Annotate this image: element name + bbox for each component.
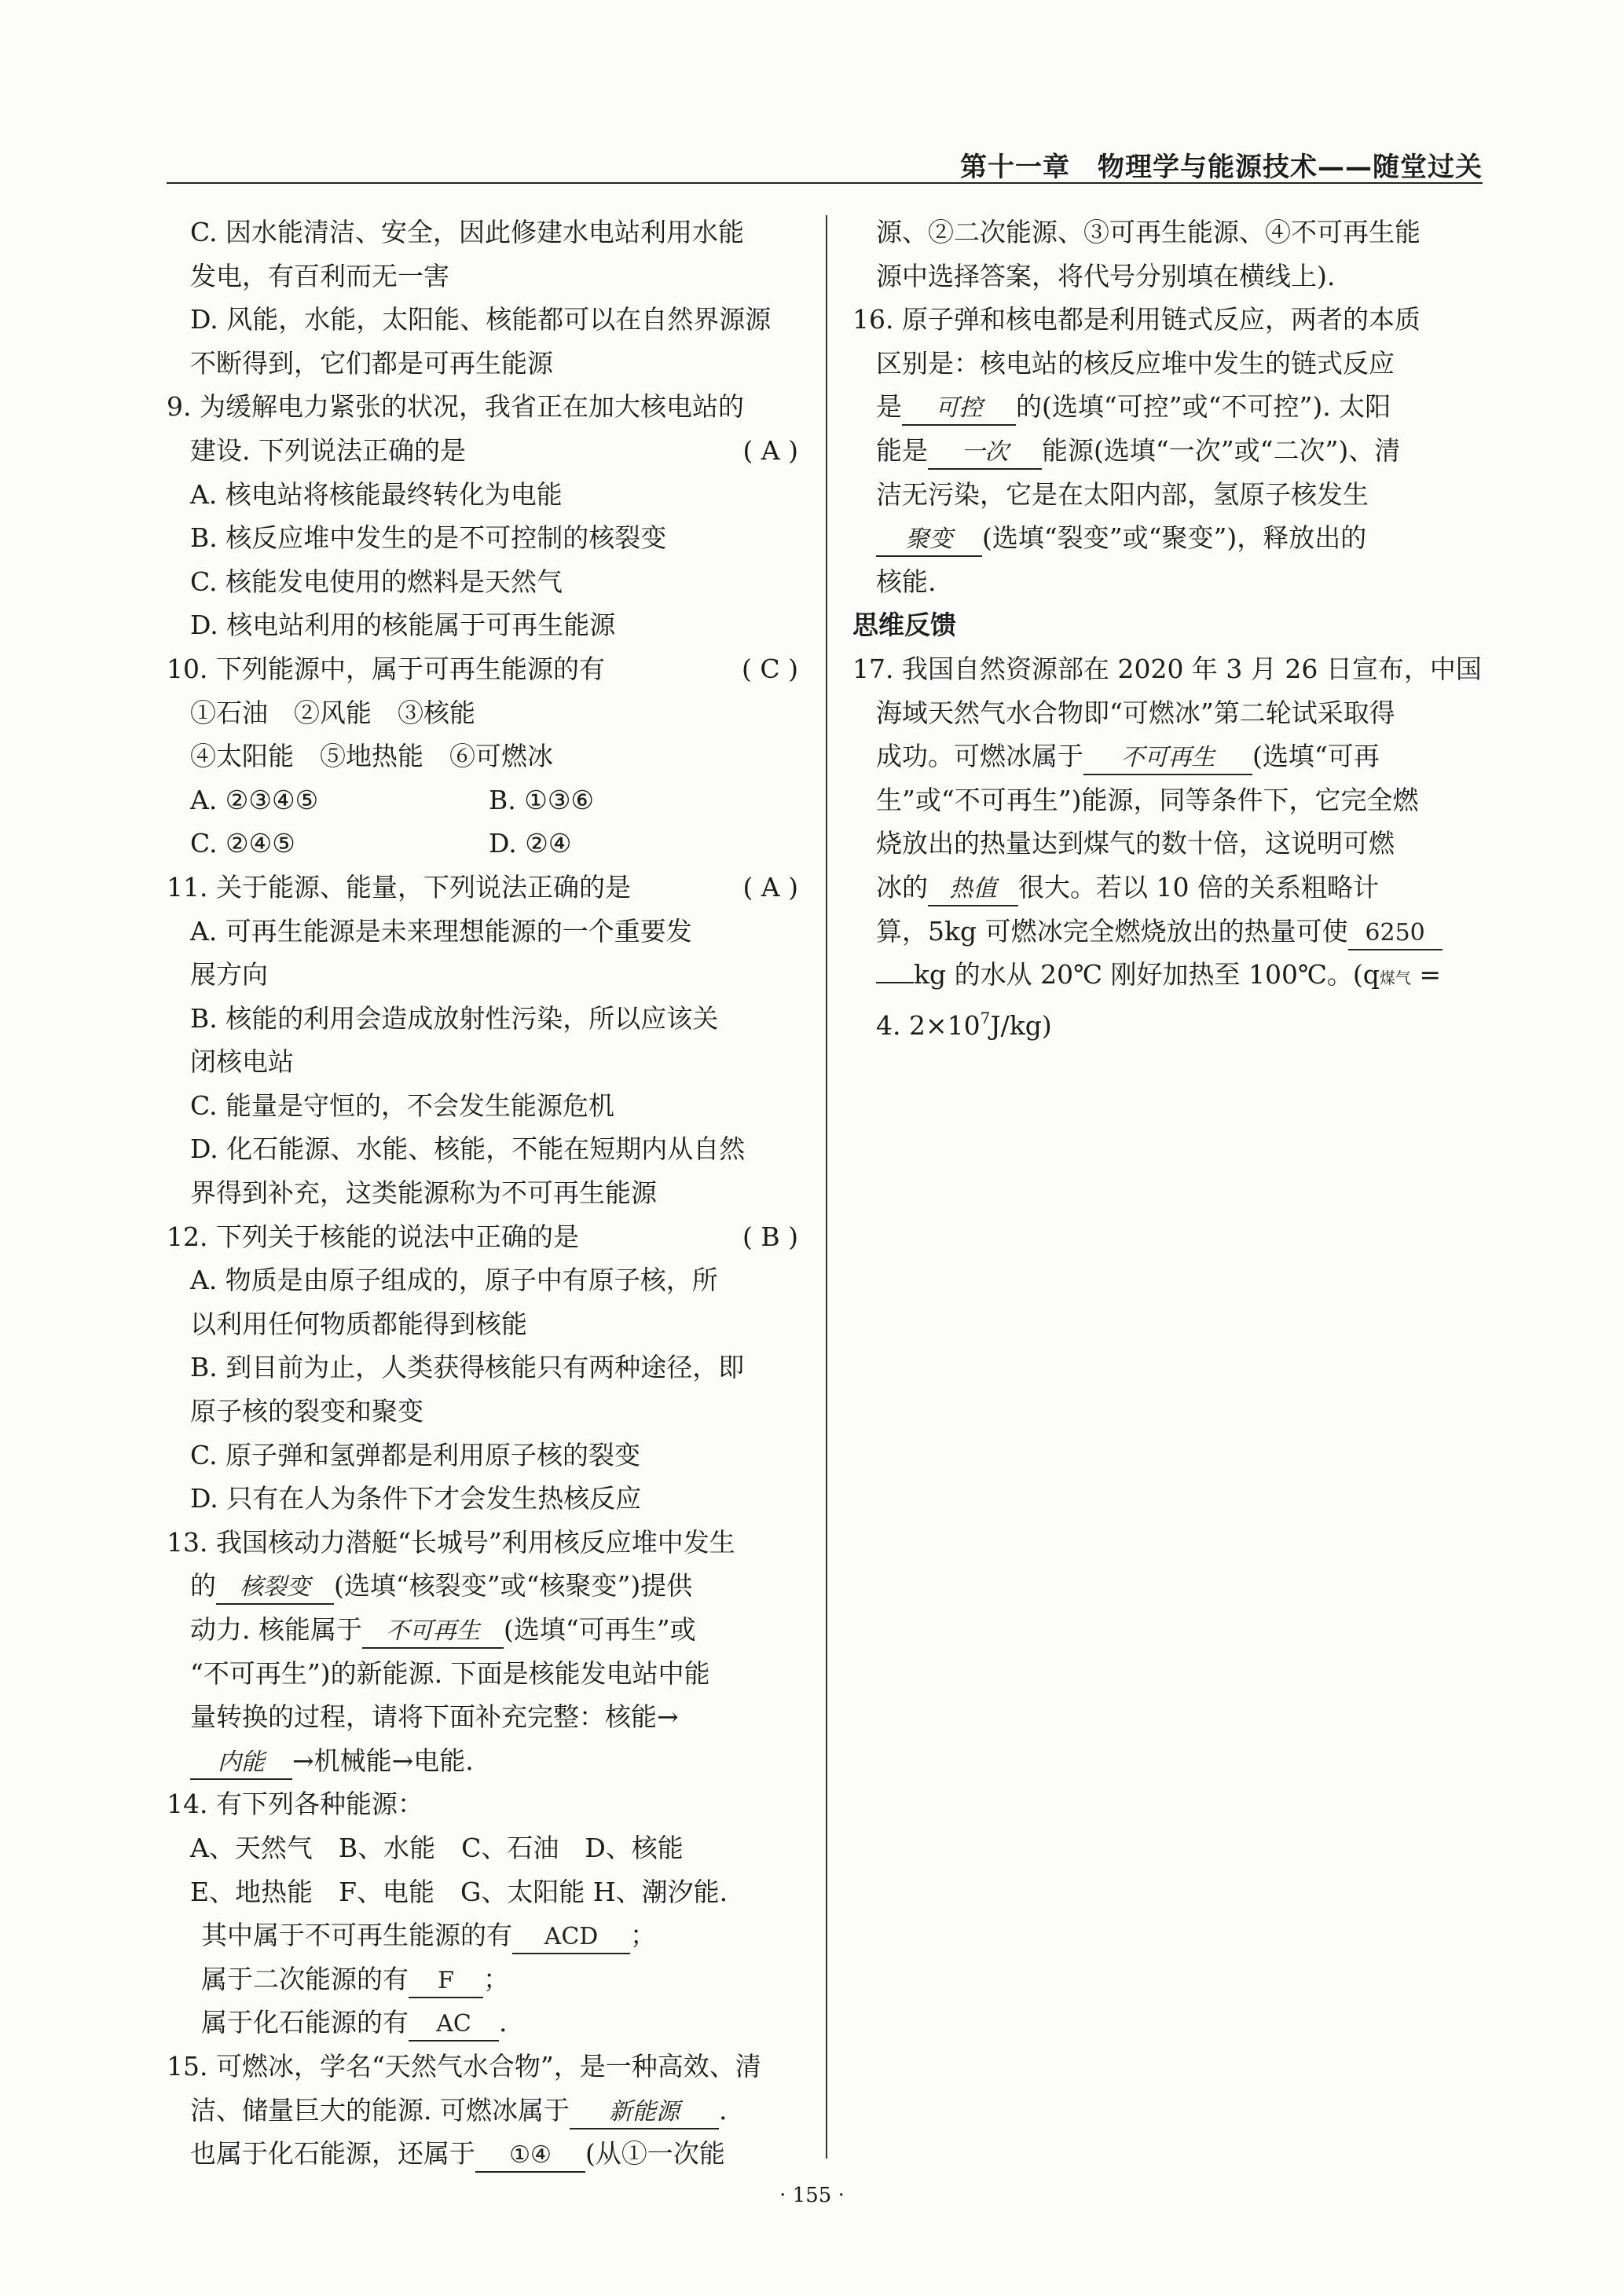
question-stem-line-1: 15. 可燃冰，学名“天然气水合物”，是一种高效、清: [167, 2050, 761, 2082]
stem-text: 的: [190, 1570, 216, 1602]
section-title: 思维反馈: [852, 610, 956, 641]
question-stem: [167, 647, 801, 691]
option-d-line-2: 界得到补充，这类能源称为不可再生能源: [190, 1177, 657, 1209]
chapter-title: 第十一章 物理学与能源技术——随堂过关: [960, 152, 1483, 183]
stem-text: 能是: [876, 434, 928, 466]
stem-text: 很大。若以 10 倍的关系粗略计: [1018, 871, 1379, 903]
option-b-line-2: 闭核电站: [190, 1046, 294, 1078]
secondary-energy-line: [167, 1957, 801, 2001]
question-stem-line-6: [167, 1739, 801, 1783]
question-stem-text: 11. 关于能源、能量，下列说法正确的是: [167, 871, 631, 903]
stem-text: 冰的: [876, 871, 928, 903]
equals-sign: =: [1410, 959, 1442, 991]
question-11: [167, 866, 801, 1215]
answer-choice: ( B ): [742, 1221, 798, 1252]
answer-choice: ( A ): [742, 871, 798, 903]
question-stem-line-9: [852, 997, 1485, 1041]
option-c-line-1: C. 因水能清洁、安全，因此修建水电站利用水能: [190, 217, 745, 247]
answer-blank-fossil: AC: [409, 2009, 499, 2041]
answer-blank-controllable: 可控: [902, 393, 1016, 426]
stem-text: 4. 2×10: [876, 1009, 981, 1041]
page-header: [0, 0, 1624, 189]
stem-text: 其中属于不可再生能源的有: [201, 1920, 512, 1951]
question-stem-line-2: [167, 2089, 801, 2133]
stem-text: J/kg): [990, 1009, 1052, 1041]
option-c: C. ②④⑤: [190, 828, 295, 859]
question-stem-line-5: 洁无污染，它是在太阳内部，氢原子核发生: [876, 478, 1369, 510]
question-stem-line-2: [167, 1564, 801, 1608]
question-10: [167, 647, 801, 866]
question-stem-line-6: [852, 516, 1485, 560]
question-17: [852, 647, 1485, 1040]
stem-text: 也属于化石能源，还属于: [190, 2138, 475, 2170]
option-row-ab: [167, 778, 801, 822]
question-stem-line-3: [852, 734, 1485, 778]
answer-blank-water-mass: 6250: [1348, 917, 1443, 950]
answer-choice: ( A ): [742, 434, 798, 466]
question-stem-line-4: 生”或“不可再生”)能源，同等条件下，它完全燃: [876, 784, 1419, 815]
exponent: 7: [980, 1008, 991, 1027]
stem-text: (选填“可再生”或: [503, 1614, 696, 1645]
punctuation: .: [499, 2007, 508, 2038]
option-c-line-2: 发电，有百利而无一害: [190, 260, 449, 291]
question-stem-line-1: 9. 为缓解电力紧张的状况，我省正在加大核电站的: [167, 391, 744, 423]
stem-text: →机械能→电能.: [292, 1745, 474, 1776]
question-13: [167, 1521, 801, 1783]
option-a: A. 核电站将核能最终转化为电能: [190, 478, 563, 510]
answer-blank-fusion: 聚变: [876, 524, 982, 557]
option-c: C. 核能发电使用的燃料是天然气: [190, 566, 563, 597]
question-stem-line-7: 核能.: [876, 566, 937, 597]
question-stem-line-3: [167, 1608, 801, 1652]
question-stem-line-5: 烧放出的热量达到煤气的数十倍，这说明可燃: [876, 828, 1395, 859]
nonrenewable-line: [167, 1913, 801, 1957]
option-a-line-2: 展方向: [190, 959, 268, 991]
question-14: [167, 1782, 801, 2045]
answer-blank-nonrenewable: 不可再生: [362, 1616, 504, 1649]
stem-text: 是: [876, 391, 902, 423]
question-stem-line-2: [167, 429, 801, 473]
stem-text: 能源(选填“一次”或“二次”)、清: [1042, 434, 1401, 466]
question-stem-line-1: 13. 我国核动力潜艇“长城号”利用核反应堆中发生: [167, 1526, 735, 1558]
stem-text: 的(选填“可控”或“不可控”). 太阳: [1016, 391, 1391, 423]
option-b: B. 核反应堆中发生的是不可控制的核裂变: [190, 522, 667, 554]
stem-text: (选填“核裂变”或“核聚变”)提供: [334, 1570, 693, 1602]
punctuation: .: [718, 2094, 728, 2126]
answer-choice: ( C ): [742, 653, 798, 684]
punctuation: ；: [483, 1963, 509, 1994]
item-list-line-1: ①石油 ②风能 ③核能: [190, 697, 475, 728]
fossil-energy-line: [167, 2001, 801, 2045]
option-a-line-1: A. 物质是由原子组成的，原子中有原子核，所: [190, 1265, 718, 1296]
question-stem-line-7: [852, 910, 1485, 954]
option-b-line-1: B. 核能的利用会造成放射性污染，所以应该关: [190, 1002, 719, 1034]
option-a-line-2: 以利用任何物质都能得到核能: [190, 1308, 527, 1339]
question-9: [167, 385, 801, 647]
page-number: · 155 ·: [779, 2184, 845, 2207]
answer-blank-nonrenewable: ACD: [512, 1921, 630, 1954]
left-column: [167, 211, 801, 2176]
question-stem-line-4: [852, 429, 1485, 473]
question-stem-line-4: “不可再生”)的新能源. 下面是核能发电站中能: [190, 1657, 710, 1689]
answer-blank-secondary: F: [409, 1965, 483, 1998]
answer-blank-nonrenewable: 不可再生: [1083, 742, 1252, 775]
answer-blank-heat-value: 热值: [928, 873, 1018, 906]
energy-list-line-2: E、地热能 F、电能 G、太阳能 H、潮汐能.: [190, 1876, 728, 1907]
question-stem: [167, 1215, 801, 1259]
stem-text: (从①一次能: [585, 2138, 725, 2170]
question-stem-line-2: 海域天然气水合物即“可燃冰”第二轮试采取得: [876, 697, 1395, 728]
question-12: [167, 1215, 801, 1521]
question-stem-text: 12. 下列关于核能的说法中正确的是: [167, 1221, 579, 1252]
option-d: D. ②④: [489, 828, 572, 859]
stem-text: (选填“可再: [1252, 741, 1380, 772]
column-divider: [826, 215, 827, 2159]
question-stem-line-5: 量转换的过程，请将下面补充完整：核能→: [190, 1701, 679, 1733]
question-15-line-5: 源中选择答案，将代号分别填在横线上).: [876, 260, 1336, 291]
option-b-line-1: B. 到目前为止，人类获得核能只有两种途径，即: [190, 1352, 745, 1383]
question-stem-line-1: 17. 我国自然资源部在 2020 年 3 月 26 日宣布，中国: [852, 653, 1482, 684]
stem-text: 算，5kg 可燃冰完全燃烧放出的热量可使: [876, 915, 1348, 947]
right-column: [852, 211, 1485, 1040]
item-list-line-2: ④太阳能 ⑤地热能 ⑥可燃冰: [190, 741, 553, 772]
answer-blank-continuation: [876, 982, 914, 983]
answer-blank-new-energy: 新能源: [570, 2096, 719, 2129]
question-8-continued: [167, 211, 801, 385]
subscript-gas: 煤气: [1379, 969, 1411, 988]
question-stem-line-3: [167, 2132, 801, 2176]
energy-list-line-1: A、天然气 B、水能 C、石油 D、核能: [190, 1832, 684, 1863]
answer-blank-primary: 一次: [928, 437, 1042, 470]
question-stem: [167, 866, 801, 910]
answer-blank-energy-category: ①④: [475, 2140, 585, 2173]
option-d-line-1: D. 风能，水能，太阳能、核能都可以在自然界源源: [190, 304, 772, 335]
stem-text: (选填“裂变”或“聚变”)，释放出的: [982, 522, 1367, 554]
stem-text: 动力. 核能属于: [190, 1614, 362, 1645]
punctuation: ；: [630, 1920, 656, 1951]
question-15-continued: [852, 211, 1485, 298]
question-15-line-4: 源、②二次能源、③可再生能源、④不可再生能: [876, 217, 1421, 247]
header-rule: [167, 182, 1483, 184]
stem-text: 属于化石能源的有: [201, 2007, 409, 2038]
question-stem-line-6: [852, 866, 1485, 910]
option-d: D. 核电站利用的核能属于可再生能源: [190, 610, 616, 641]
stem-text: 属于二次能源的有: [201, 1963, 409, 1994]
question-15: [167, 2045, 801, 2176]
answer-blank-internal-energy: 内能: [190, 1747, 292, 1780]
option-d-line-2: 不断得到，它们都是可再生能源: [190, 347, 553, 379]
option-b: B. ①③⑥: [489, 784, 594, 815]
question-stem-line-3: [852, 385, 1485, 429]
question-stem: 14. 有下列各种能源：: [167, 1789, 423, 1820]
question-stem-line-1: 16. 原子弹和核电都是利用链式反应，两者的本质: [852, 304, 1421, 335]
option-c: C. 能量是守恒的，不会发生能源危机: [190, 1089, 615, 1121]
question-stem-line-8: [852, 953, 1485, 997]
option-row-cd: [167, 822, 801, 866]
stem-text: 成功。可燃冰属于: [876, 741, 1083, 772]
question-stem-text: 建设. 下列说法正确的是: [190, 434, 466, 466]
answer-blank-fission: 核裂变: [216, 1572, 334, 1605]
option-a-line-1: A. 可再生能源是未来理想能源的一个重要发: [190, 915, 692, 947]
option-d: D. 只有在人为条件下才会发生热核反应: [190, 1483, 642, 1514]
option-a: A. ②③④⑤: [190, 784, 319, 815]
option-d-line-1: D. 化石能源、水能、核能，不能在短期内从自然: [190, 1133, 746, 1165]
stem-text: 洁、储量巨大的能源. 可燃冰属于: [190, 2094, 570, 2126]
stem-text: kg 的水从 20℃ 刚好加热至 100℃。(q: [914, 959, 1380, 991]
question-16: [852, 298, 1485, 603]
question-stem-text: 10. 下列能源中，属于可再生能源的有: [167, 653, 605, 684]
question-stem-line-2: 区别是：核电站的核反应堆中发生的链式反应: [876, 347, 1395, 379]
option-c: C. 原子弹和氢弹都是利用原子核的裂变: [190, 1439, 641, 1470]
option-b-line-2: 原子核的裂变和聚变: [190, 1396, 423, 1427]
